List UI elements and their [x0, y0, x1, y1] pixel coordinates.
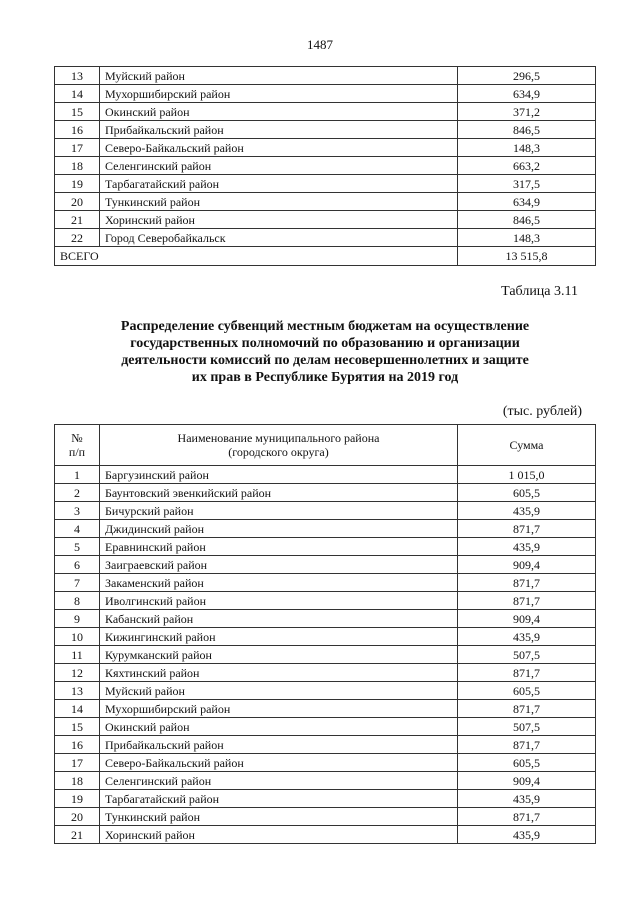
row-number: 7	[55, 574, 100, 592]
header-number-line1: №	[71, 431, 83, 445]
top-table-body	[55, 67, 596, 247]
row-name: Джидинский район	[100, 520, 458, 538]
table-row	[55, 772, 596, 790]
table-row	[55, 736, 596, 754]
row-name: Закаменский район	[100, 574, 458, 592]
row-sum: 1 015,0	[458, 466, 596, 484]
table-header-row	[55, 425, 596, 466]
row-sum: 605,5	[458, 682, 596, 700]
row-sum: 871,7	[458, 592, 596, 610]
row-name: Тункинский район	[100, 193, 458, 211]
row-number: 15	[55, 103, 100, 121]
row-name: Баунтовский эвенкийский район	[100, 484, 458, 502]
row-name: Бичурский район	[100, 502, 458, 520]
page-number: 1487	[307, 37, 333, 52]
row-number: 11	[55, 646, 100, 664]
title-line-2: государственных полномочий по образованию и организации	[130, 336, 520, 351]
row-sum: 909,4	[458, 610, 596, 628]
row-sum: 435,9	[458, 826, 596, 844]
table-row	[55, 466, 596, 484]
row-number: 16	[55, 121, 100, 139]
row-sum: 296,5	[458, 67, 596, 85]
row-name: Хоринский район	[100, 826, 458, 844]
subvention-table	[54, 424, 596, 844]
row-number: 13	[55, 682, 100, 700]
table-row	[55, 574, 596, 592]
row-name: Селенгинский район	[100, 157, 458, 175]
table-label: Таблица 3.11	[501, 284, 578, 299]
table-row	[55, 193, 596, 211]
table-row	[55, 646, 596, 664]
row-sum: 435,9	[458, 502, 596, 520]
table-row	[55, 157, 596, 175]
row-sum: 507,5	[458, 646, 596, 664]
table-row	[55, 85, 596, 103]
row-name: Кабанский район	[100, 610, 458, 628]
row-sum: 909,4	[458, 772, 596, 790]
row-number: 16	[55, 736, 100, 754]
table-row	[55, 808, 596, 826]
row-sum: 909,4	[458, 556, 596, 574]
row-sum: 317,5	[458, 175, 596, 193]
row-number: 14	[55, 700, 100, 718]
row-sum: 148,3	[458, 229, 596, 247]
table-row	[55, 67, 596, 85]
table-row	[55, 502, 596, 520]
row-number: 6	[55, 556, 100, 574]
row-sum: 871,7	[458, 736, 596, 754]
row-sum: 435,9	[458, 538, 596, 556]
table-row	[55, 229, 596, 247]
row-number: 13	[55, 67, 100, 85]
main-table-body	[55, 466, 596, 844]
row-name: Баргузинский район	[100, 466, 458, 484]
row-number: 4	[55, 520, 100, 538]
row-name: Муйский район	[100, 682, 458, 700]
total-row	[55, 247, 596, 266]
row-number: 17	[55, 754, 100, 772]
row-sum: 148,3	[458, 139, 596, 157]
table-row	[55, 484, 596, 502]
row-name: Тарбагатайский район	[100, 175, 458, 193]
row-name: Селенгинский район	[100, 772, 458, 790]
title-line-4: их прав в Республике Бурятия на 2019 год	[191, 370, 459, 385]
row-sum: 846,5	[458, 121, 596, 139]
row-name: Тарбагатайский район	[100, 790, 458, 808]
row-sum: 871,7	[458, 664, 596, 682]
table-row	[55, 664, 596, 682]
row-name: Северо-Байкальский район	[100, 754, 458, 772]
row-number: 21	[55, 211, 100, 229]
row-sum: 605,5	[458, 484, 596, 502]
row-number: 8	[55, 592, 100, 610]
row-number: 20	[55, 808, 100, 826]
row-sum: 507,5	[458, 718, 596, 736]
row-name: Мухоршибирский район	[100, 85, 458, 103]
row-number: 17	[55, 139, 100, 157]
row-number: 1	[55, 466, 100, 484]
row-sum: 435,9	[458, 628, 596, 646]
row-sum: 871,7	[458, 700, 596, 718]
row-number: 19	[55, 175, 100, 193]
row-number: 20	[55, 193, 100, 211]
row-number: 22	[55, 229, 100, 247]
row-sum: 663,2	[458, 157, 596, 175]
table-row	[55, 754, 596, 772]
table-row	[55, 682, 596, 700]
row-number: 5	[55, 538, 100, 556]
row-name: Мухоршибирский район	[100, 700, 458, 718]
header-name	[100, 425, 458, 466]
row-number: 12	[55, 664, 100, 682]
table-row	[55, 718, 596, 736]
table-row	[55, 211, 596, 229]
table-row	[55, 700, 596, 718]
row-name: Заиграевский район	[100, 556, 458, 574]
row-name: Город Северобайкальск	[100, 229, 458, 247]
row-number: 15	[55, 718, 100, 736]
row-name: Северо-Байкальский район	[100, 139, 458, 157]
table-row	[55, 139, 596, 157]
total-label: ВСЕГО	[55, 247, 458, 266]
row-number: 3	[55, 502, 100, 520]
row-name: Еравнинский район	[100, 538, 458, 556]
row-sum: 634,9	[458, 85, 596, 103]
table-row	[55, 628, 596, 646]
header-name-line1: Наименование муниципального района	[177, 431, 380, 445]
header-sum: Сумма	[458, 425, 596, 466]
row-sum: 871,7	[458, 808, 596, 826]
title-line-3: деятельности комиссий по делам несовершеннолетних и защите	[121, 353, 529, 368]
header-number	[55, 425, 100, 466]
header-name-line2: (городского округа)	[228, 445, 329, 459]
row-name: Иволгинский район	[100, 592, 458, 610]
row-name: Прибайкальский район	[100, 121, 458, 139]
row-number: 2	[55, 484, 100, 502]
row-name: Муйский район	[100, 67, 458, 85]
row-name: Тункинский район	[100, 808, 458, 826]
table-row	[55, 556, 596, 574]
row-number: 10	[55, 628, 100, 646]
row-number: 19	[55, 790, 100, 808]
table-row	[55, 175, 596, 193]
table-row	[55, 103, 596, 121]
table-row	[55, 790, 596, 808]
row-number: 14	[55, 85, 100, 103]
table-row	[55, 538, 596, 556]
row-sum: 871,7	[458, 574, 596, 592]
row-number: 21	[55, 826, 100, 844]
row-sum: 605,5	[458, 754, 596, 772]
table-row	[55, 592, 596, 610]
row-number: 18	[55, 772, 100, 790]
row-sum: 371,2	[458, 103, 596, 121]
row-name: Хоринский район	[100, 211, 458, 229]
row-number: 18	[55, 157, 100, 175]
title-line-1: Распределение субвенций местным бюджетам на осуществление	[120, 319, 530, 334]
row-name: Курумканский район	[100, 646, 458, 664]
header-number-line2: п/п	[68, 445, 86, 459]
row-name: Прибайкальский район	[100, 736, 458, 754]
row-name: Окинский район	[100, 718, 458, 736]
total-sum: 13 515,8	[458, 247, 596, 266]
table-title	[70, 318, 580, 386]
top-allocation-table	[54, 66, 596, 266]
row-sum: 871,7	[458, 520, 596, 538]
row-sum: 435,9	[458, 790, 596, 808]
row-name: Кижингинский район	[100, 628, 458, 646]
table-row	[55, 826, 596, 844]
table-row	[55, 610, 596, 628]
row-number: 9	[55, 610, 100, 628]
row-name: Окинский район	[100, 103, 458, 121]
units-label: (тыс. рублей)	[502, 404, 582, 419]
row-name: Кяхтинский район	[100, 664, 458, 682]
row-sum: 846,5	[458, 211, 596, 229]
row-sum: 634,9	[458, 193, 596, 211]
table-row	[55, 520, 596, 538]
table-row	[55, 121, 596, 139]
